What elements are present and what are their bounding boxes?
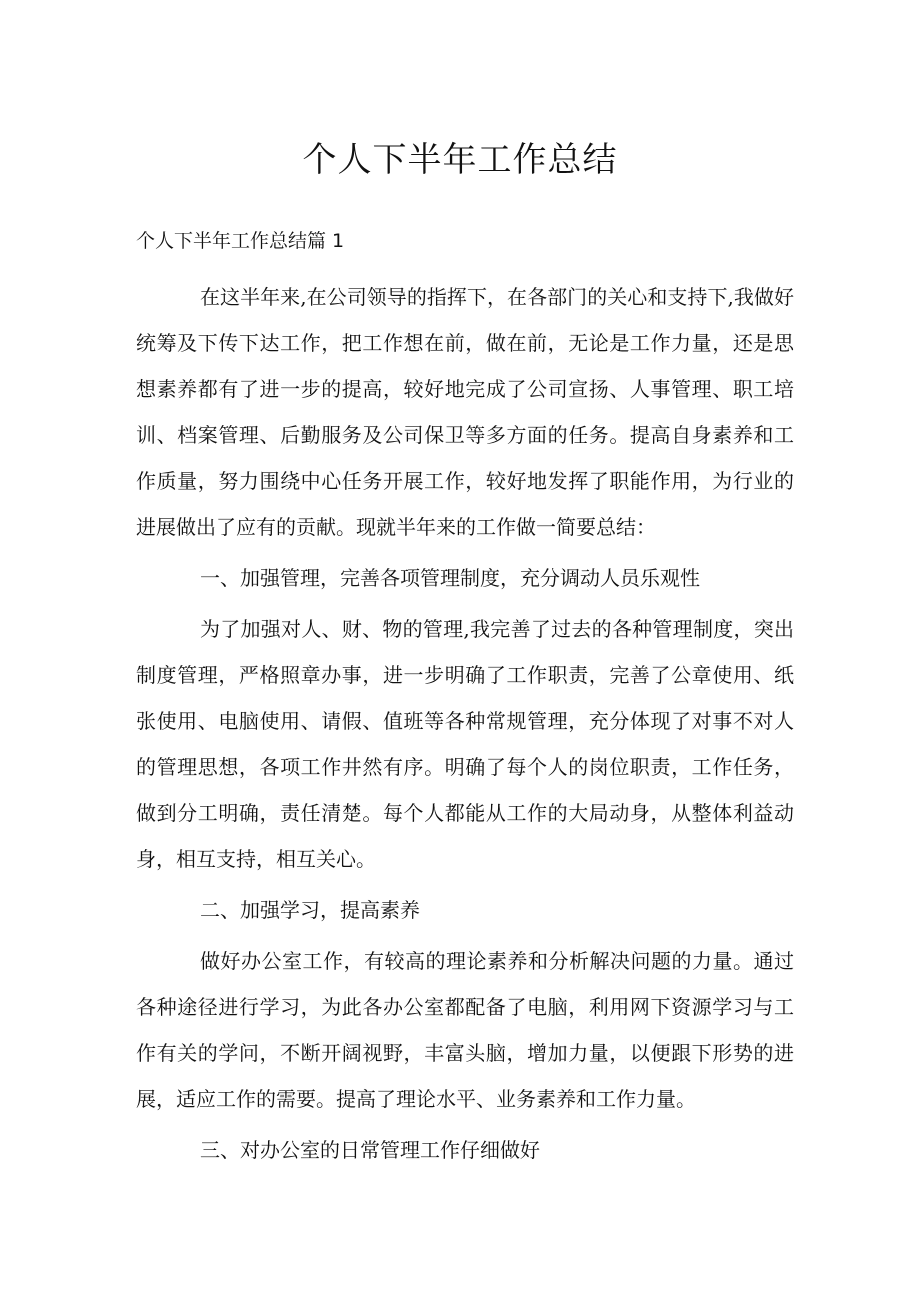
- paragraph-study: 做好办公室工作，有较高的理论素养和分析解决问题的力量。通过各种途径进行学习，为此各办公室都配备了电脑，利用网下资源学习与工作有关的学问，不断开阔视野，丰富头脑，增加力量，以便跟下形势的进展，适应工作的需要。提高了理论水平、业务素养和工作力量。: [136, 949, 794, 1111]
- section-heading-1: 一、加强管理，完善各项管理制度，充分调动人员乐观性: [200, 566, 700, 590]
- document-body: [136, 274, 794, 1178]
- document-title: 个人下半年工作总结: [302, 140, 618, 180]
- section-heading-3: 三、对办公室的日常管理工作仔细做好: [200, 1138, 540, 1162]
- paragraph-intro: 在这半年来,在公司领导的指挥下，在各部门的关心和支持下,我做好统筹及下传下达工作，把工作想在前，做在前，无论是工作力量，还是思想素养都有了进一步的提高，较好地完成了公司宣扬、人事管理、职工培训、档案管理、后勤服务及公司保卫等多方面的任务。提高自身素养和工作质量，努力围绕中心任务开展工作，较好地发挥了职能作用，为行业的进展做出了应有的贡献。现就半年来的工作做一简要总结：: [136, 285, 794, 539]
- section-heading-2: 二、加强学习，提高素养: [200, 898, 420, 922]
- document-subtitle: 个人下半年工作总结篇 1: [136, 230, 345, 252]
- paragraph-management: 为了加强对人、财、物的管理,我完善了过去的各种管理制度，突出制度管理，严格照章办事，进一步明确了工作职责，完善了公章使用、纸张使用、电脑使用、请假、值班等各种常规管理，充分体现了对事不对人的管理思想，各项工作井然有序。明确了每个人的岗位职责，工作任务，做到分工明确，责任清楚。每个人都能从工作的大局动身，从整体利益动身，相互支持，相互关心。: [136, 617, 794, 871]
